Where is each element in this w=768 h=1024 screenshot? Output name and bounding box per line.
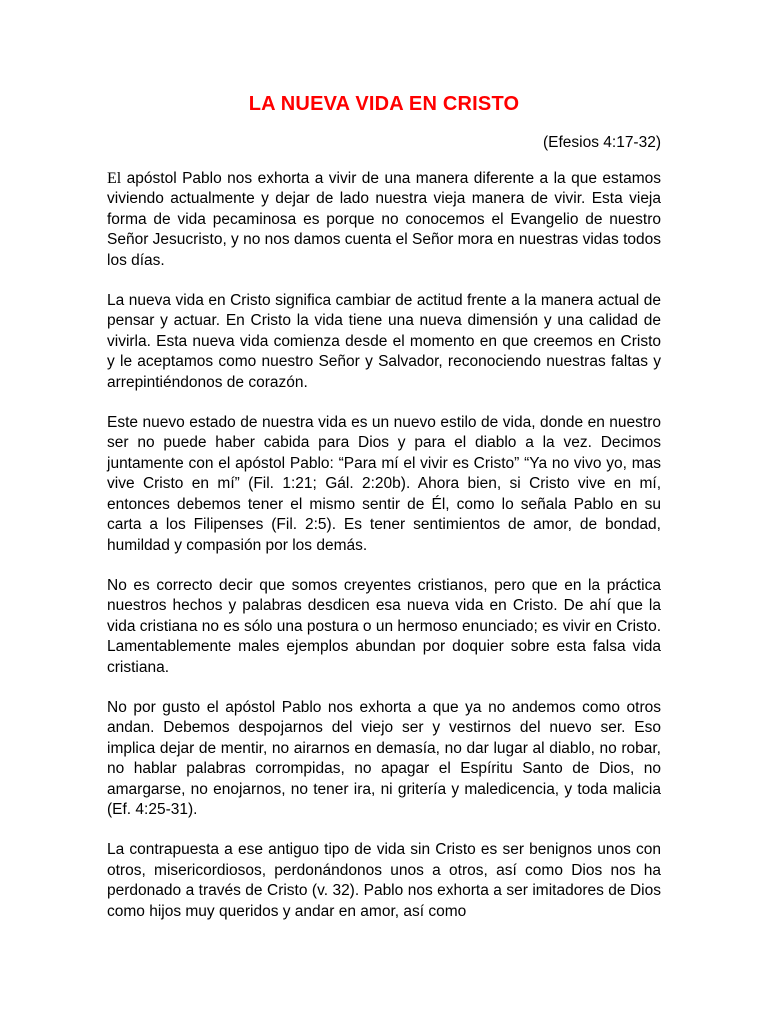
paragraph-1-lead: El [107, 170, 122, 187]
paragraph-1 [107, 169, 661, 271]
scripture-reference: (Efesios 4:17-32) [542, 134, 661, 151]
paragraph-2: La nueva vida en Cristo significa cambiar de actitud frente a la manera actual de pensar y actuar. En Cristo la vida tiene una nueva dimensión y una calidad de vivirla. Esta nueva vida comienza desde el momento en que creemos en Cristo y le aceptamos como nuestro Señor y Salvador, reconociendo nuestras faltas y arrepintiéndonos de corazón. [107, 292, 661, 391]
paragraph-5: No por gusto el apóstol Pablo nos exhorta a que ya no andemos como otros andan. Debemos despojarnos del viejo ser y vestirnos del nuevo ser. Eso implica dejar de mentir, no airarnos en demasía, no dar lugar al diablo, no robar, no hablar palabras corrompidas, no apagar el Espíritu Santo de Dios, no amargarse, no enojarnos, no tener ira, ni gritería y maledicencia, y toda malicia (Ef. 4:25-31). [107, 698, 661, 818]
paragraph-1-text: apóstol Pablo nos exhorta a vivir de una manera diferente a la que estamos viviendo actualmente y dejar de lado nuestra vieja manera de vivir. Esta vieja forma de vida pecaminosa es porque no conocemos el Evangelio de nuestro Señor Jesucristo, y no nos damos cuenta el Señor mora en nuestras vidas todos los días. [107, 170, 661, 269]
paragraph-3: Este nuevo estado de nuestra vida es un nuevo estilo de vida, donde en nuestro ser no puede haber cabida para Dios y para el diablo a la vez. Decimos juntamente con el apóstol Pablo: “Para mí el vivir es Cristo” “Ya no vivo yo, mas vive Cristo en mí” (Fil. 1:21; Gál. 2:20b). Ahora bien, si Cristo vive en mí, entonces debemos tener el mismo sentir de Él, como lo señala Pablo en su carta a los Filipenses (Fil. 2:5). Es tener sentimientos de amor, de bondad, humildad y compasión por los demás. [107, 414, 661, 554]
paragraph-6: La contrapuesta a ese antiguo tipo de vida sin Cristo es ser benignos unos con otros, misericordiosos, perdonándonos unos a otros, así como Dios nos ha perdonado a través de Cristo (v. 32). Pablo nos exhorta a ser imitadores de Dios como hijos muy queridos y andar en amor, así como [107, 841, 661, 920]
document-title: LA NUEVA VIDA EN CRISTO [248, 93, 520, 115]
paragraph-4: No es correcto decir que somos creyentes cristianos, pero que en la práctica nuestros hechos y palabras desdicen esa nueva vida en Cristo. De ahí que la vida cristiana no es sólo una postura o un hermoso enunciado; es vivir en Cristo. Lamentablemente males ejemplos abundan por doquier sobre esta falsa vida cristiana. [107, 576, 661, 676]
document-page [107, 92, 661, 922]
